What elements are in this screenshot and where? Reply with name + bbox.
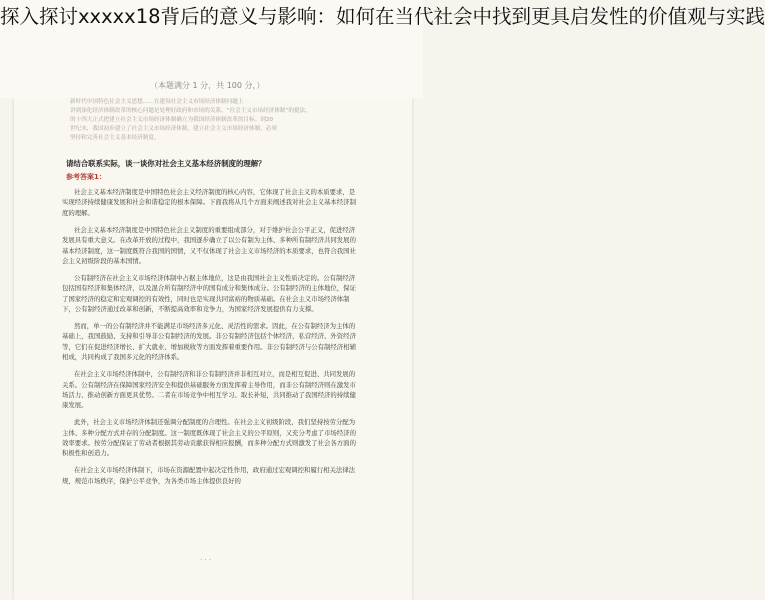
paragraph: 在社会主义市场经济体制中，公有制经济和非公有制经济并非相互对立，而是相互促进、共同发展的关系。公有制经济在保障国家经济安全和提供基础服务方面发挥着主导作用，而非公有制经济则在激发市场活力、推动创新方面更具优势。二者在市场竞争中相互学习、取长补短，共同推动了我国经济的持续健康发展。: [62, 370, 356, 410]
paragraph: 此外，社会主义市场经济体制还强调分配制度的合理性。在社会主义初级阶段，我们坚持按劳分配为主体、多种分配方式并存的分配制度。这一制度既体现了社会主义的公平原则，又充分考虑了市场经济的效率要求。按劳分配保证了劳动者根据其劳动贡献获得相应报酬，而多种分配方式则激发了社会各方面的积极性和创造力。: [62, 418, 356, 458]
intro-line: 坚持和完善社会主义基本经济制度。: [70, 135, 160, 141]
page-title: 探入探讨xxxxx18背后的意义与影响：如何在当代社会中找到更具启发性的价值观与实践: [0, 5, 765, 28]
intro-line: 新时代中国特色社会主义思想……在建设社会主义市场经济体制问题上: [70, 99, 244, 105]
paragraph: 社会主义基本经济制度是中国特色社会主义制度的重要组成部分，对于维护社会公平正义，促进经济发展具有重大意义。在改革开放的过程中，我国逐步确立了以公有制为主体、多种所有制经济共同发展的基本经济制度，这一制度既符合我国的国情，又不仅体现了社会主义市场经济的本质要求，也符合我国社会主义初级阶段的基本国情。: [62, 225, 356, 265]
page-marker: · · ·: [200, 556, 212, 564]
score-line: （本题满分 1 分，共 100 分，）: [150, 81, 265, 90]
paragraph: 公有制经济在社会主义市场经济体制中占据主体地位，这是由我国社会主义性质决定的。公有制经济包括国有经济和集体经济，以及混合所有制经济中的国有成分和集体成分。公有制经济的主体地位，保证了国家经济的稳定和宏观调控的有效性，同时也是实现共同富裕的物质基础。在社会主义市场经济体制下，公有制经济通过改革和创新，不断提高效率和竞争力，为国家经济发展提供有力支撑。: [62, 273, 356, 314]
intro-block: [70, 98, 370, 143]
paragraph: 社会主义基本经济制度是中国特色社会主义经济制度的核心内容，它体现了社会主义的本质要求，是实现经济持续健康发展和社会和谐稳定的根本保障。下面我将从几个方面来阐述我对社会主义基本经济制度的理解。: [62, 188, 356, 217]
intro-line: 讲到深化经济体制改革的核心问题是处理好政府和市场的关系，“社会主义市场经济体制”的提法。: [70, 108, 311, 114]
paragraph: 在社会主义市场经济体制下，市场在资源配置中起决定性作用，政府通过宏观调控和履行相关法律法规，规范市场秩序，保护公平竞争，为各类市场主体提供良好的: [62, 466, 356, 485]
answer-body: [62, 187, 360, 493]
answer-label: 参考答案1：: [66, 173, 106, 181]
intro-line: 的十四大正式把建立社会主义市场经济体制确立为我国经济体制改革的目标。到20: [70, 117, 273, 123]
paragraph: 然而，单一的公有制经济并不能满足市场经济多元化、灵活性的需求。因此，在公有制经济为主体的基础上，我国鼓励、支持和引导非公有制经济的发展。非公有制经济包括个体经济、私营经济、外资经济等，它们在促进经济增长、扩大就业、增加税收等方面发挥着重要作用。非公有制经济与公有制经济相辅相成，共同构成了我国多元化的经济体系。: [62, 321, 356, 362]
question-heading: 请结合联系实际，谈一谈你对社会主义基本经济制度的理解？: [66, 159, 266, 168]
intro-line: 世纪末，我国初步建立了社会主义市场经济体制。建立社会主义市场经济体制，必须: [70, 126, 277, 132]
